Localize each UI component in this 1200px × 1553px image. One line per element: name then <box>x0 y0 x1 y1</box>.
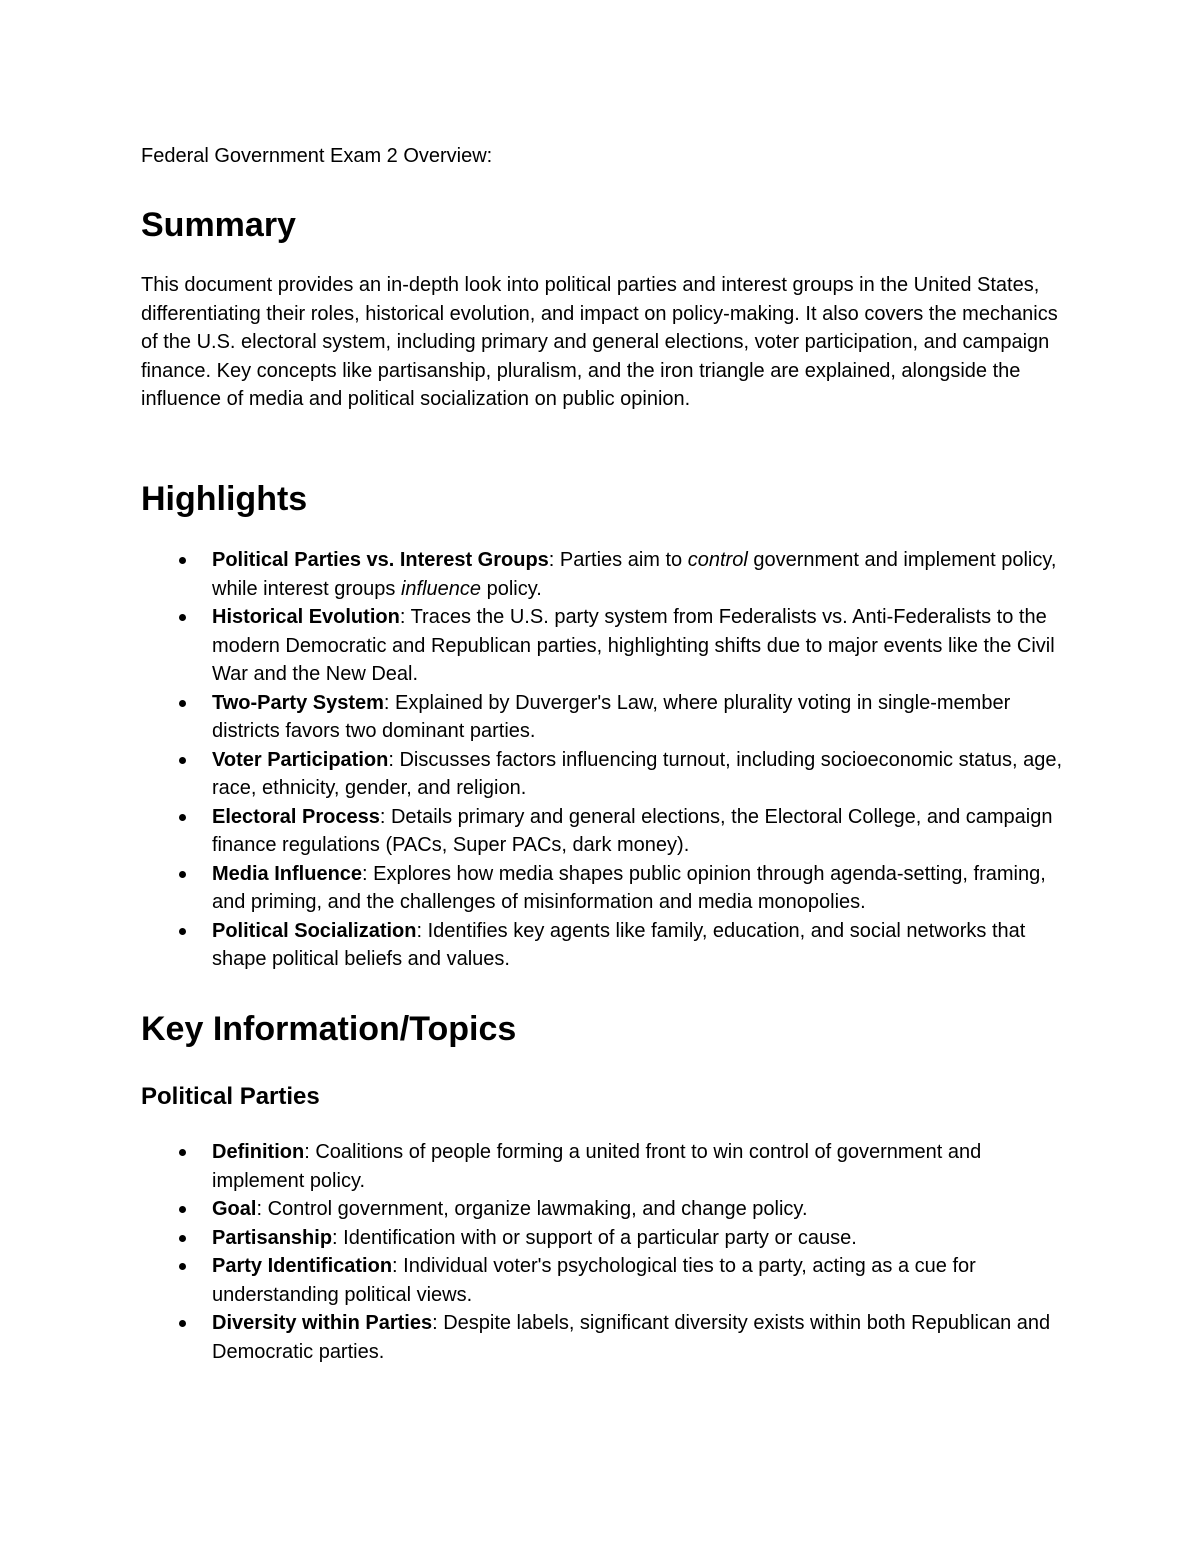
highlight-text: : Explained by Duverger's Law, where plurality voting in single-member districts favors two dominant parties. <box>212 691 1011 742</box>
bullet-icon <box>179 928 186 935</box>
highlight-text-part: policy. <box>481 577 542 600</box>
summary-heading: Summary <box>141 206 296 244</box>
bullet-icon <box>179 557 186 564</box>
topic-text: : Control government, organize lawmaking, and change policy. <box>256 1198 808 1220</box>
topic-term: Diversity within Parties <box>212 1312 433 1334</box>
highlight-term: Political Socialization <box>212 919 417 942</box>
topic-text: : Identification with or support of a particular party or cause. <box>332 1226 857 1249</box>
bullet-icon <box>179 1263 186 1270</box>
bullet-icon <box>179 700 186 707</box>
list-item <box>141 803 1066 860</box>
key-info-heading: Key Information/Topics <box>141 1010 517 1048</box>
bullet-icon <box>179 614 186 621</box>
list-item <box>141 746 1066 803</box>
highlight-emphasis: influence <box>400 577 482 600</box>
bullet-icon <box>179 1235 186 1242</box>
highlights-heading: Highlights <box>141 480 308 518</box>
list-item <box>141 1309 1066 1366</box>
highlight-text-part: : Parties aim to <box>548 549 688 571</box>
highlight-emphasis: control <box>687 549 748 571</box>
list-item <box>141 689 1066 746</box>
list-item <box>141 603 1066 689</box>
list-item <box>141 546 1066 603</box>
topic-text: : Despite labels, significant diversity exists within both Republican and Democratic parties. <box>212 1312 1051 1363</box>
list-item <box>141 1138 1066 1195</box>
topic-term: Party Identification <box>212 1255 393 1277</box>
topic-term: Definition <box>212 1141 305 1163</box>
political-parties-heading: Political Parties <box>141 1083 320 1110</box>
list-item <box>141 1224 1066 1253</box>
bullet-icon <box>179 871 186 878</box>
document-title: Federal Government Exam 2 Overview: <box>141 145 493 167</box>
highlight-text: : Discusses factors influencing turnout, including socioeconomic status, age, race, ethnicity, gender, and religion. <box>212 748 1063 799</box>
highlight-term: Media Influence <box>212 862 363 885</box>
summary-paragraph: This document provides an in-depth look into political parties and interest groups in the United States, differentiating their roles, historical evolution, and impact on policy-making. It also covers the mechanics of the U.S. electoral system, including primary and general elections, voter participation, and campaign finance. Key concepts like partisanship, pluralism, and the iron triangle are explained, alongside the influence of media and political socialization on public opinion. <box>141 274 1058 410</box>
topic-term: Goal <box>212 1198 257 1220</box>
highlight-term: Voter Participation <box>212 748 389 771</box>
list-item <box>141 917 1066 974</box>
highlight-term: Two-Party System <box>212 691 384 714</box>
highlight-term: Political Parties vs. Interest Groups <box>212 549 549 571</box>
highlight-term: Electoral Process <box>212 805 380 828</box>
highlight-text: : Details primary and general elections, the Electoral College, and campaign finance regulations (PACs, Super PACs, dark money). <box>212 805 1053 856</box>
bullet-icon <box>179 1206 186 1213</box>
topic-text: : Individual voter's psychological ties to a party, acting as a cue for understanding political views. <box>212 1255 976 1306</box>
topic-text: : Coalitions of people forming a united front to win control of government and implement policy. <box>212 1141 982 1192</box>
highlight-text: : Traces the U.S. party system from Federalists vs. Anti-Federalists to the modern Democratic and Republican parties, highlighting shifts due to major events like the Civil War and the New Deal. <box>212 606 1055 685</box>
highlight-text: : Explores how media shapes public opinion through agenda-setting, framing, and priming, and the challenges of misinformation and media monopolies. <box>212 862 1046 913</box>
list-item <box>141 860 1066 917</box>
political-parties-list <box>141 1138 1066 1366</box>
bullet-icon <box>179 814 186 821</box>
highlights-list <box>141 546 1066 974</box>
list-item <box>141 1195 1066 1224</box>
highlight-text-part: government and implement policy, while interest groups <box>212 549 1057 600</box>
bullet-icon <box>179 1320 186 1327</box>
bullet-icon <box>179 1149 186 1156</box>
bullet-icon <box>179 757 186 764</box>
highlight-term: Historical Evolution <box>212 606 400 628</box>
topic-term: Partisanship <box>212 1226 333 1249</box>
highlight-text: : Identifies key agents like family, education, and social networks that shape political beliefs and values. <box>212 919 1026 970</box>
list-item <box>141 1252 1066 1309</box>
